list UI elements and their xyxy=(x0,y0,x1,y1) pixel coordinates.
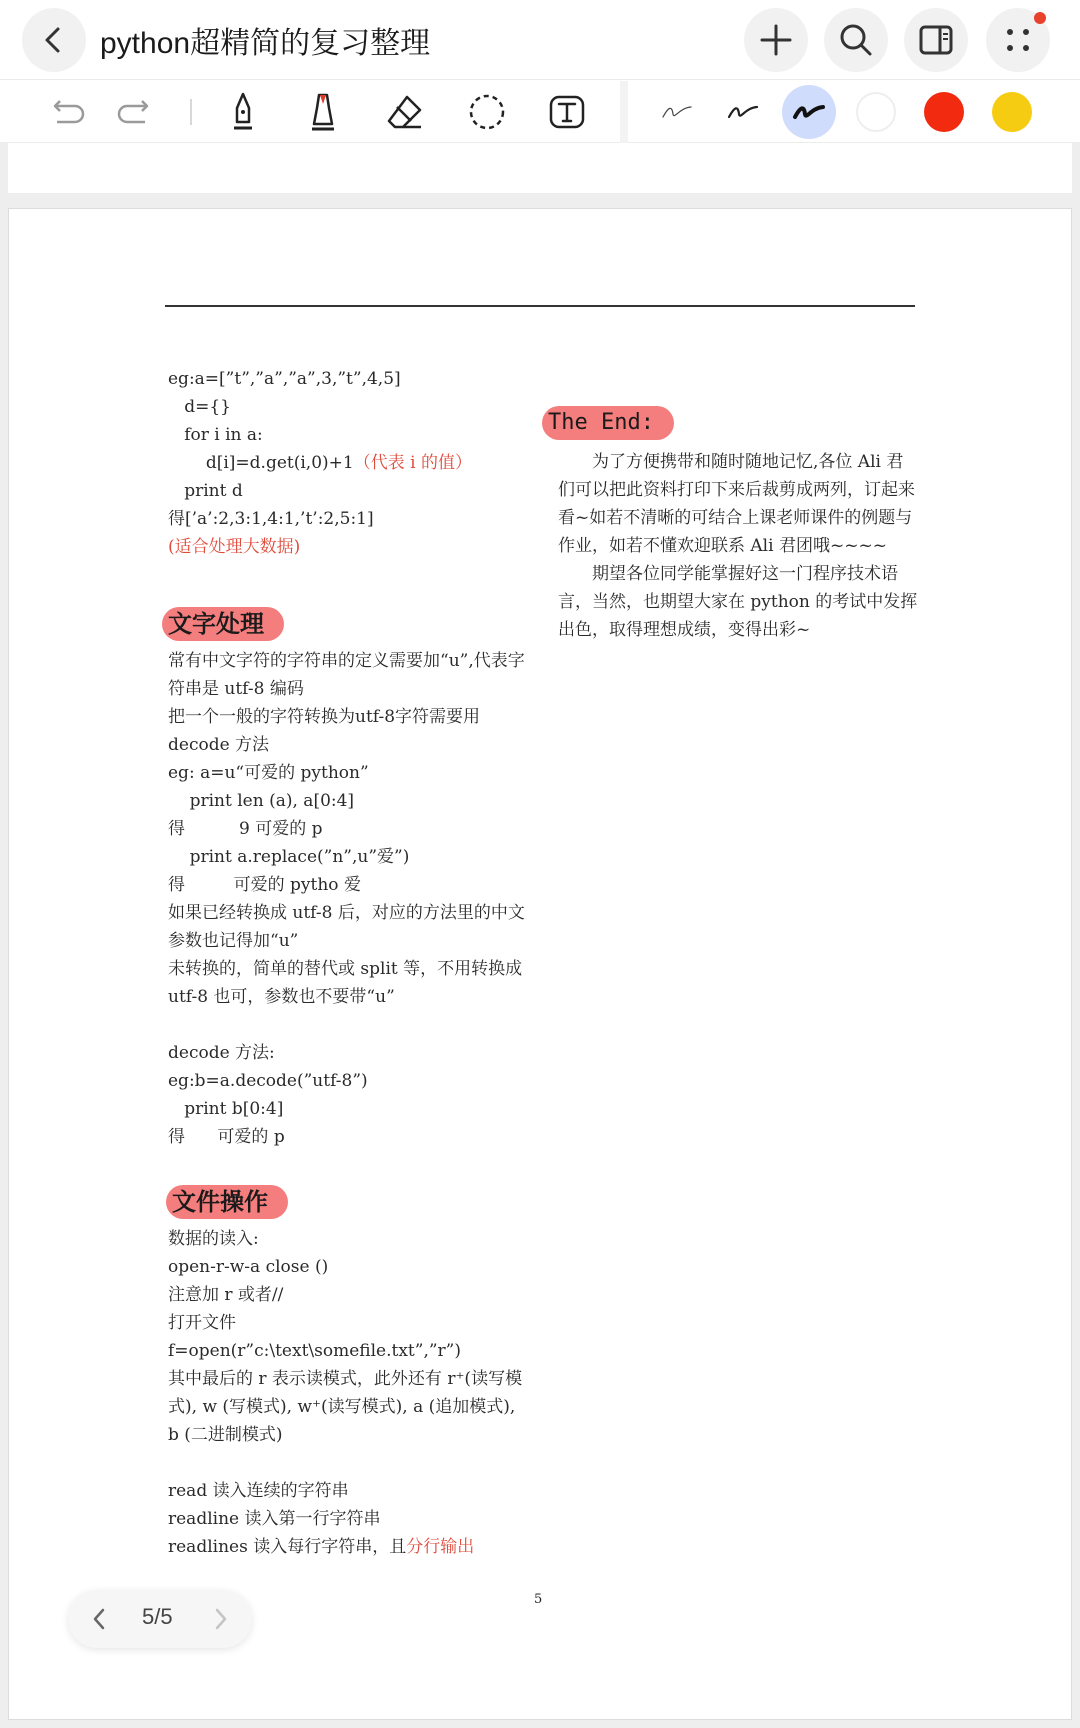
color-yellow-swatch[interactable] xyxy=(992,92,1032,132)
section-heading-file-ops: 文件操作 xyxy=(166,1185,288,1219)
paragraph: 期望各位同学能掌握好这一门程序技术语言，当然，也期望大家在 python 的考试中发挥出色，取得理想成绩，变得出彩~ xyxy=(558,564,918,640)
document-title: python超精简的复习整理 xyxy=(100,27,431,60)
code-line: print a.replace(”n”,u”爱”) xyxy=(168,847,410,867)
toolbar-divider xyxy=(190,99,192,125)
highlighter-tool[interactable] xyxy=(298,87,348,137)
chevron-left-icon xyxy=(90,1607,108,1631)
lasso-icon xyxy=(467,92,507,132)
page-number: 5 xyxy=(534,1592,543,1607)
search-button[interactable] xyxy=(824,8,888,72)
search-icon xyxy=(838,22,874,58)
page-header-rule xyxy=(165,305,915,307)
code-line xyxy=(168,449,528,477)
eraser-icon xyxy=(385,92,425,132)
color-red-swatch[interactable] xyxy=(924,92,964,132)
more-icon xyxy=(1000,22,1036,58)
code-line: eg:a=[”t”,”a”,”a”,3,”t”,4,5] xyxy=(168,369,401,389)
sidebar-toggle-icon xyxy=(918,22,954,58)
code-line: 打开文件 xyxy=(168,1313,236,1333)
code-line: 得 9 可爱的 p xyxy=(168,819,323,839)
pen-icon xyxy=(228,92,258,132)
text-tool[interactable] xyxy=(542,87,592,137)
sidebar-toggle-button[interactable] xyxy=(904,8,968,72)
end-heading-wrapper xyxy=(542,406,674,440)
add-icon xyxy=(758,22,794,58)
code-line xyxy=(168,1533,528,1561)
code-line: open-r-w-a close () xyxy=(168,1257,329,1277)
code-line: decode 方法: xyxy=(168,1043,275,1063)
add-button[interactable] xyxy=(744,8,808,72)
previous-page-edge xyxy=(8,143,1072,193)
medium-stroke-icon xyxy=(725,102,761,122)
notification-dot xyxy=(1034,12,1046,24)
right-column xyxy=(558,448,918,644)
thin-stroke-icon xyxy=(659,102,695,122)
red-annotation: 分行输出 xyxy=(406,1537,475,1557)
eraser-tool[interactable] xyxy=(380,87,430,137)
red-note: (适合处理大数据) xyxy=(168,537,301,557)
page-indicator: 5/5 xyxy=(142,1604,173,1629)
code-text: d[i]=d.get(i,0)+1 xyxy=(168,453,354,473)
page-navigator xyxy=(68,1590,252,1648)
paragraph: 未转换的，简单的替代或 split 等，不用转换成 utf-8 也可，参数也不要带“u” xyxy=(168,959,523,1007)
next-page-button[interactable] xyxy=(204,1602,238,1636)
code-line: print b[0:4] xyxy=(168,1099,284,1119)
code-line: 数据的读入: xyxy=(168,1229,259,1249)
app-header xyxy=(0,0,1080,80)
code-line: for i in a: xyxy=(168,425,263,445)
paragraph: 为了方便携带和随时随地记忆,各位 Ali 君们可以把此资料打印下来后裁剪成两列，订起来看~如若不清晰的可结合上课老师课件的例题与作业，如若不懂欢迎联系 Ali 君团哦~~~~ xyxy=(558,452,915,556)
code-line: d={} xyxy=(168,397,231,417)
paragraph: 其中最后的 r 表示读模式，此外还有 r⁺(读写模式), w (写模式), w⁺(读写模式), a (追加模式), b (二进制模式) xyxy=(168,1369,523,1445)
undo-icon xyxy=(47,97,87,127)
pen-toolbar xyxy=(0,81,1080,143)
highlighter-icon xyxy=(308,92,338,132)
paragraph: 常有中文字符的字符串的定义需要加“u”,代表字符串是 utf-8 编码 xyxy=(168,651,525,699)
text-icon xyxy=(547,92,587,132)
red-annotation: （代表 i 的值） xyxy=(353,453,472,473)
lasso-tool[interactable] xyxy=(462,87,512,137)
section-heading-the-end: The End: xyxy=(542,406,674,440)
paragraph: 如果已经转换成 utf-8 后，对应的方法里的中文参数也记得加“u” xyxy=(168,903,525,951)
stroke-thick-button[interactable] xyxy=(782,85,836,139)
thick-stroke-icon xyxy=(791,102,827,122)
pen-tool[interactable] xyxy=(218,87,268,137)
code-line: 得[’a’:2,3:1,4:1,’t’:2,5:1] xyxy=(168,509,374,529)
prev-page-button[interactable] xyxy=(82,1602,116,1636)
code-line: 得 可爱的 p xyxy=(168,1127,285,1147)
section-heading-text-processing: 文字处理 xyxy=(162,607,284,641)
code-line: read 读入连续的字符串 xyxy=(168,1481,349,1501)
undo-button[interactable] xyxy=(42,87,92,137)
stroke-medium-button[interactable] xyxy=(718,87,768,137)
code-text: readlines 读入每行字符串，且 xyxy=(168,1537,407,1557)
chevron-right-icon xyxy=(212,1607,230,1631)
code-line: f=open(r”c:\text\somefile.txt”,”r”) xyxy=(168,1341,461,1361)
toolbar-panel-divider xyxy=(620,81,628,143)
redo-button[interactable] xyxy=(110,87,160,137)
color-white-swatch[interactable] xyxy=(856,92,896,132)
left-column xyxy=(168,365,528,1561)
code-line: eg: a=u“可爱的 python” xyxy=(168,763,369,783)
code-line: 注意加 r 或者// xyxy=(168,1285,284,1305)
code-line: readline 读入第一行字符串 xyxy=(168,1509,381,1529)
back-button[interactable] xyxy=(22,8,86,72)
code-line: print len (a), a[0:4] xyxy=(168,791,355,811)
code-line: print d xyxy=(168,481,243,501)
paragraph: 把一个一般的字符转换为utf-8字符需要用decode 方法 xyxy=(168,707,481,755)
stroke-thin-button[interactable] xyxy=(652,87,702,137)
redo-icon xyxy=(115,97,155,127)
chevron-left-icon xyxy=(39,25,69,55)
code-line: eg:b=a.decode(”utf-8”) xyxy=(168,1071,368,1091)
code-line: 得 可爱的 pytho 爱 xyxy=(168,875,361,895)
